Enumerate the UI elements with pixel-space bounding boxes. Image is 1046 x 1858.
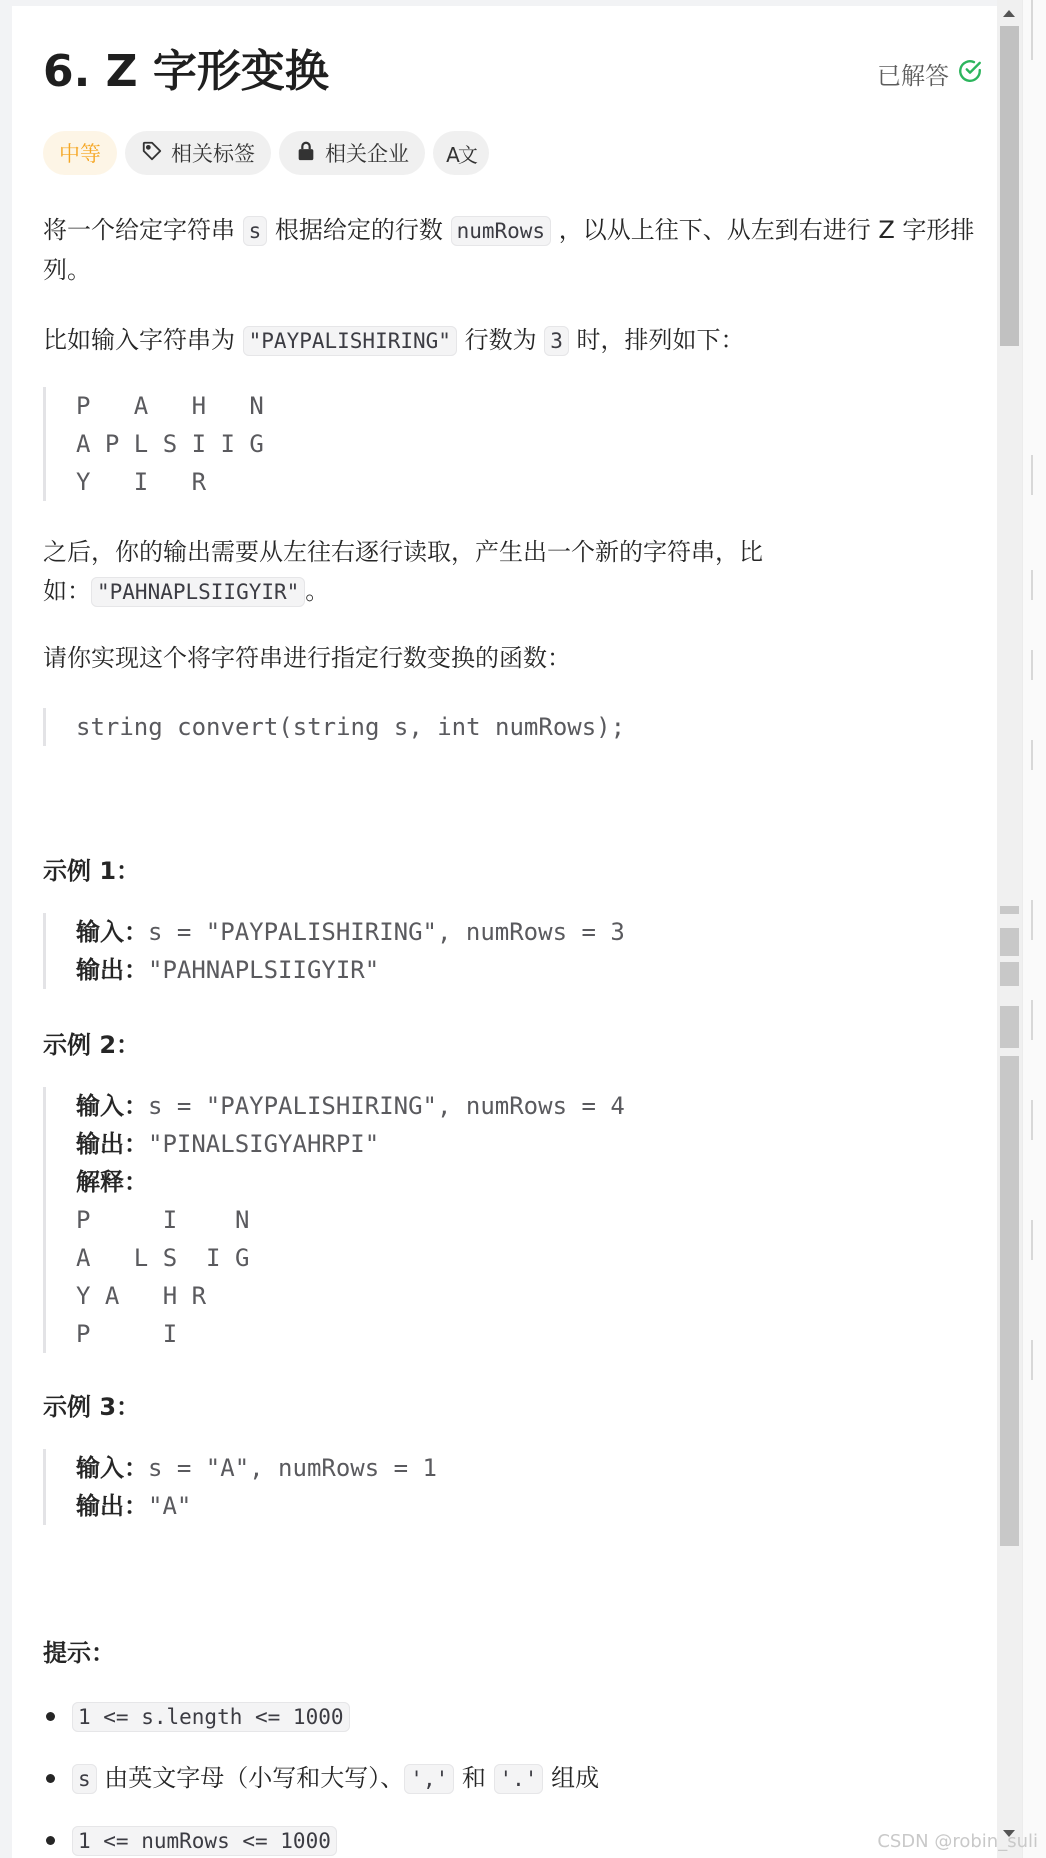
scroll-marker [1000,962,1019,986]
constraint-2-code-comma: ',' [404,1764,454,1794]
csdn-watermark: CSDN @robin_suli [877,1831,1038,1852]
example-2-input: s = "PAYPALISHIRING", numRows = 4 [148,1092,625,1120]
p1-text-c: ，以从上往下、从左到右进行 Z 字形排列。 [43,216,975,284]
check-circle-icon [957,58,983,90]
p2-text-a: 比如输入字符串为 [43,326,243,354]
example-2-block [43,1087,625,1353]
constraint-item [43,1697,599,1759]
strip-tick [1031,1340,1033,1380]
strip-tick [1031,900,1033,940]
example-1-heading: 示例 1： [43,857,141,885]
related-tags-button[interactable] [125,131,271,175]
example-1-output: "PAHNAPLSIIGYIR" [148,956,380,984]
description-paragraph-1 [43,211,983,290]
example-2-output: "PINALSIGYAHRPI" [148,1130,380,1158]
translate-button[interactable] [433,131,489,175]
strip-tick [1031,455,1033,495]
constraint-1-code: 1 <= s.length <= 1000 [72,1702,350,1732]
constraint-2-text-a: 由英文字母（小写和大写）、 [96,1764,405,1792]
code-input-string: "PAYPALISHIRING" [243,326,457,356]
code-output-string: "PAHNAPLSIIGYIR" [91,577,305,607]
p1-text-a: 将一个给定字符串 [43,216,243,244]
description-paragraph-3 [43,533,843,612]
example-2-explain: P I N A L S I G Y A H R P I [76,1206,250,1348]
p3-text-b: 。 [305,577,330,605]
strip-tick [1031,0,1033,60]
constraint-2-code-s: s [72,1764,97,1794]
strip-tick [1031,1100,1033,1140]
constraint-2-text-c: 组成 [543,1764,600,1792]
example-1-input-label: 输入： [76,918,148,946]
example-3-output-label: 输出： [76,1492,148,1520]
code-s: s [243,216,268,246]
example-1-input: s = "PAYPALISHIRING", numRows = 3 [148,918,625,946]
hints-heading: 提示： [43,1639,115,1667]
example-2-explain-label: 解释： [76,1168,148,1196]
example-3-input-label: 输入： [76,1454,148,1482]
example-2-input-label: 输入： [76,1092,148,1120]
scroll-marker [1000,1006,1019,1048]
tag-bar [43,131,489,175]
difficulty-badge[interactable]: 中等 [43,131,117,175]
related-tags-label: 相关标签 [171,142,255,166]
example-3-block [43,1449,437,1525]
description-paragraph-2 [43,321,983,361]
strip-tick [1031,1220,1033,1260]
function-signature-block: string convert(string s, int numRows); [43,708,625,746]
constraint-2-code-dot: '.' [494,1764,544,1794]
scroll-marker [1000,906,1019,914]
strip-tick [1031,740,1033,770]
example-1-output-label: 输出： [76,956,148,984]
vertical-scrollbar[interactable] [997,0,1022,1858]
constraint-2-text-b: 和 [454,1764,494,1792]
related-companies-button[interactable] [279,131,425,175]
code-three: 3 [544,326,569,356]
tag-icon [141,140,163,167]
code-numrows: numRows [451,216,552,246]
example-2-output-label: 输出： [76,1130,148,1158]
translate-icon: A文 [446,142,476,167]
scrollbar-thumb[interactable] [1000,26,1019,346]
scroll-marker [1000,1056,1019,1546]
example-3-heading: 示例 3： [43,1393,141,1421]
constraint-item [43,1821,599,1858]
strip-tick [1031,650,1033,680]
p3-text-a: 之后，你的输出需要从左往右逐行读取，产生出一个新的字符串，比如： [43,538,763,605]
zigzag-example-block: P A H N A P L S I I G Y I R [43,387,264,501]
solved-label: 已解答 [877,62,949,90]
related-companies-label: 相关企业 [325,142,409,166]
constraint-3-code: 1 <= numRows <= 1000 [72,1826,337,1856]
scroll-up-arrow-icon[interactable] [1003,10,1015,17]
strip-tick [1031,1000,1033,1040]
solved-status [877,56,983,91]
description-paragraph-4: 请你实现这个将字符串进行指定行数变换的函数： [43,644,571,672]
example-1-block [43,913,625,989]
p1-text-b: 根据给定的行数 [267,216,451,244]
problem-title: 6. Z 字形变换 [43,46,329,97]
p2-text-b: 行数为 [456,326,545,354]
constraints-list [43,1697,599,1858]
constraint-item [43,1759,599,1821]
example-3-input: s = "A", numRows = 1 [148,1454,437,1482]
example-3-output: "A" [148,1492,192,1520]
scroll-marker [1000,928,1019,956]
example-2-heading: 示例 2： [43,1031,141,1059]
lock-icon [295,140,317,167]
strip-tick [1031,570,1033,600]
p2-text-c: 时，排列如下： [568,326,745,354]
problem-description-panel [12,6,997,1858]
editor-edge-strip [1022,0,1046,1858]
